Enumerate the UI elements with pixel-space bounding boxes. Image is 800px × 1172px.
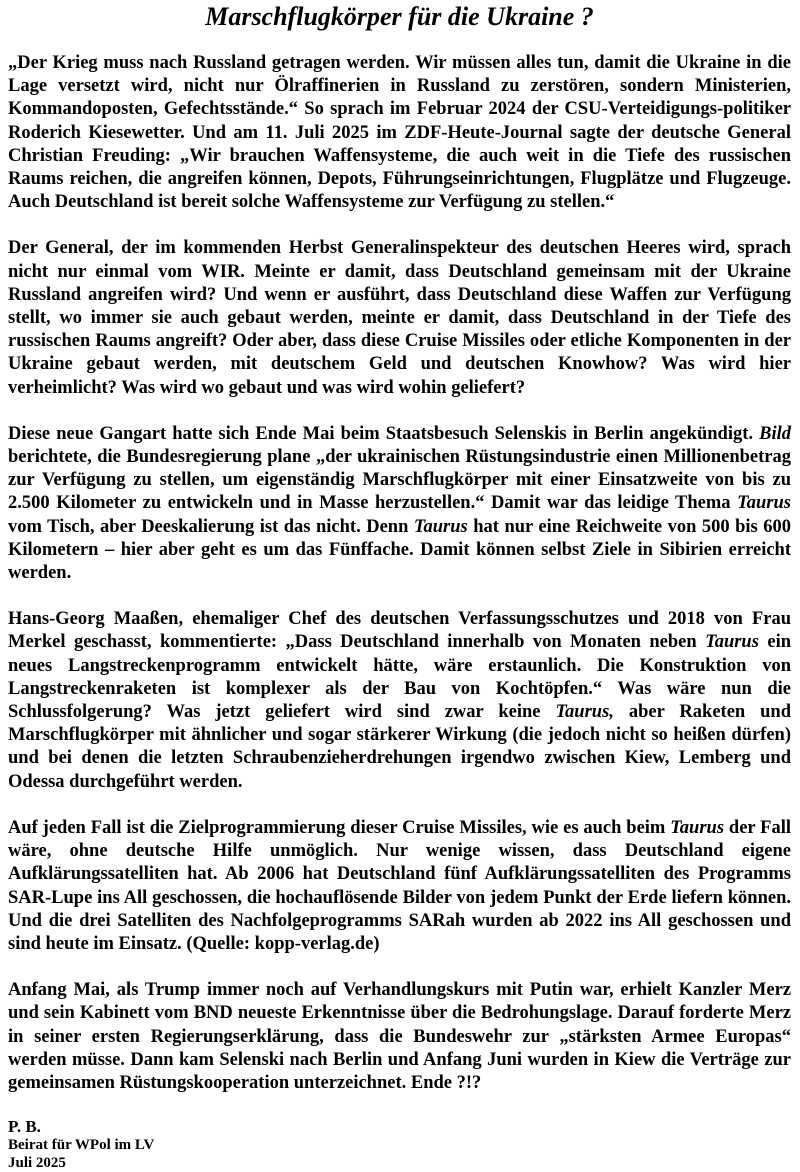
text-run: berichtete, die Bundesregierung plane „der ukrainischen Rüstungsindustrie einen Millionenbetrag zur Verfügung zu stellen, um eigenständig Marschflugkörper mit einer Einsatzweite von bis zu 2.500 Kilometer zu entwickeln und in Masse herzustellen.“ Damit war das leidige Thema <box>8 447 791 514</box>
paragraph <box>8 423 791 585</box>
text-run: hat nur eine Reichweite von 500 bis 600 Kilometern – hier aber geht es um das Fünffache. Damit können selbst Ziele in Sibirien erreicht werden. <box>8 516 792 584</box>
paragraph <box>8 817 791 956</box>
text-run: der Fall wäre, ohne deutsche Hilfe unmöglich. Nur wenige wissen, dass Deutschland eigene Aufklärungssatelliten hat. Ab 2006 hat Deutschland fünf Aufklärungssatelliten des Programms SAR-Lupe ins All geschossen, die hochauflösende Bilder von jedem Punkt der Erde liefern können. Und die drei Satelliten des Nachfolgeprogramms SARah wurden ab 2022 ins All geschossen und sind heute im Einsatz. (Quelle: kopp-verlag.de) <box>8 817 791 954</box>
text-run: Hans-Georg Maaßen, ehemaliger Chef des deutschen Verfassungsschutzes und 2018 von Frau Merkel geschasst, kommentierte: „Dass Deutschland innerhalb von Monaten neben <box>8 609 791 653</box>
text-run: „Der Krieg muss nach Russland getragen werden. Wir müssen alles tun, damit die Ukraine in die Lage versetzt wird, nicht nur Ölraffinerien in Russland zu zerstören, sondern Ministerien, Kommandoposten, Gefechtsstände.“ So sprach im Februar 2024 der CSU-Verteidigungs-politiker Roderich Kiesewetter. Und am 11. Juli 2025 im ZDF-Heute-Journal sagte der deutsche General Christian Freuding: „Wir brauchen Waffensysteme, die auch weit in die Tiefe des russischen Raums reichen, die angreifen können, Depots, Führungseinrichtungen, Flugplätze und Flugzeuge. Auch Deutschland ist bereit solche Waffensysteme zur Verfügung zu stellen.“ <box>8 53 791 213</box>
article-body <box>8 52 791 1095</box>
text-run: aber Raketen und Marschflugkörper mit ähnlicher und sogar stärkerer Wirkung (die jedoch nicht so heißen dürfen) und bei denen die letzten Schraubenzieherdrehungen irgendwo zwischen Kiew, Lemberg und Odessa durchgeführt werden. <box>8 702 792 792</box>
text-run: Diese neue Gangart hatte sich Ende Mai beim Staatsbesuch Selenskis in Berlin angekündigt. <box>8 423 760 444</box>
italic-term: Taurus <box>413 516 468 537</box>
paragraph <box>8 979 791 1095</box>
text-run: ein neues Langstreckenprogramm entwickelt hätte, wäre erstaunlich. Die Konstruktion von Langstreckenraketen ist komplexer als der Bau von Kochtöpfen.“ Was wäre nun die Schlussfolgerung? Was jetzt geliefert wird sind zwar keine <box>8 632 792 723</box>
italic-term: Bild <box>759 423 791 444</box>
author-initials: P. B. <box>8 1117 41 1137</box>
italic-term: Taurus <box>705 632 759 653</box>
italic-term: Taurus, <box>555 702 614 723</box>
text-run: Anfang Mai, als Trump immer noch auf Verhandlungskurs mit Putin war, erhielt Kanzler Merz und sein Kabinett vom BND neueste Erkenntnisse über die Bedrohungslage. Darauf forderte Merz in seiner ersten Regierungserklärung, dass die Bundeswehr zur „stärksten Armee Europas“ werden müsse. Dann kam Selenski nach Berlin und Anfang Juni wurden in Kiew die Verträge zur gemeinsamen Rüstungskooperation unterzeichnet. Ende ?!? <box>8 980 791 1093</box>
author-role: Beirat für WPol im LV <box>8 1137 155 1154</box>
paragraph <box>8 52 791 214</box>
document-date: Juli 2025 <box>8 1155 66 1172</box>
italic-term: Taurus <box>737 493 791 514</box>
italic-term: Taurus <box>670 817 725 838</box>
document-page <box>0 2 800 1172</box>
paragraph <box>8 608 791 794</box>
paragraph <box>8 237 791 399</box>
document-title: Marschflugkörper für die Ukraine ? <box>205 2 594 31</box>
text-run: Auf jeden Fall ist die Zielprogrammierung dieser Cruise Missiles, wie es auch beim <box>8 817 671 838</box>
text-run: vom Tisch, aber Deeskalierung ist das nicht. Denn <box>8 516 414 537</box>
text-run: Der General, der im kommenden Herbst Generalinspekteur des deutschen Heeres wird, sprach nicht nur einmal vom WIR. Meinte er damit, dass Deutschland gemeinsam mit der Ukraine Russland angreifen wird? Und wenn er ausführt, dass Deutschland diese Waffen zur Verfügung stellt, wo immer sie auch gebaut werden, meinte er damit, dass Deutschland in der Tiefe des russischen Raums angreift? Oder aber, dass diese Cruise Missiles oder etliche Komponenten in der Ukraine gebaut werden, mit deutschem Geld und deutschen Knowhow? Was wird hier verheimlicht? Was wird wo gebaut und was wird wohin geliefert? <box>8 238 791 398</box>
